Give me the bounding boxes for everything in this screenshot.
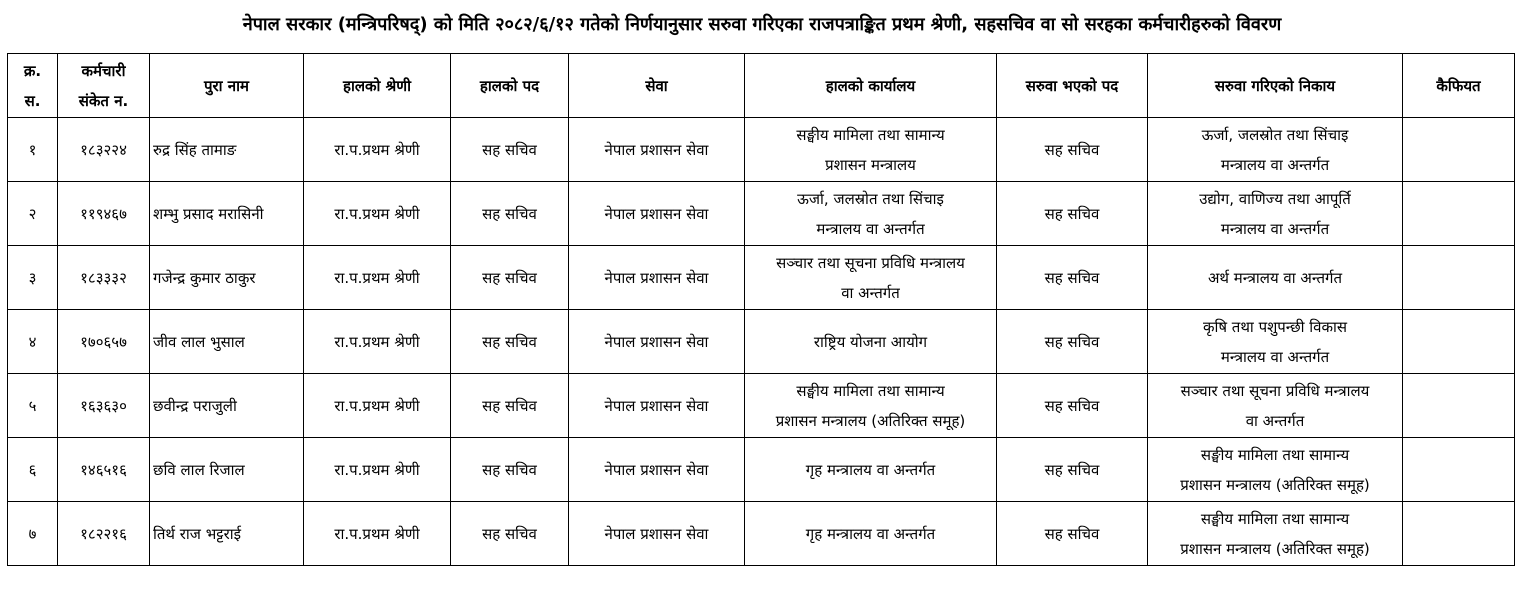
header-sn-line: क्र. (23, 61, 42, 80)
cell-service: नेपाल प्रशासन सेवा (569, 246, 745, 310)
header-sn-line: स. (24, 91, 41, 110)
cell-service: नेपाल प्रशासन सेवा (569, 118, 745, 182)
cell-new-office-line: उद्योग, वाणिज्य तथा आपूर्ति (1199, 189, 1351, 208)
cell-code: ११९४६७ (58, 182, 150, 246)
header-name: पुरा नाम (150, 54, 304, 118)
cell-new-office-line: अर्थ मन्त्रालय वा अन्तर्गत (1207, 268, 1343, 287)
cell-new-post: सह सचिव (997, 118, 1148, 182)
cell-code: १४६५१६ (58, 438, 150, 502)
cell-new-post: सह सचिव (997, 246, 1148, 310)
cell-new-office-line: ऊर्जा, जलस्रोत तथा सिंचाइ (1201, 125, 1349, 144)
cell-office-line: मन्त्रालय वा अन्तर्गत (816, 219, 925, 238)
cell-new-post: सह सचिव (997, 182, 1148, 246)
cell-service: नेपाल प्रशासन सेवा (569, 374, 745, 438)
cell-new-post: सह सचिव (997, 310, 1148, 374)
cell-new-office-line: सङ्घीय मामिला तथा सामान्य (1200, 509, 1350, 528)
cell-post: सह सचिव (451, 118, 569, 182)
cell-remarks (1403, 502, 1515, 566)
cell-new-office (1148, 182, 1403, 246)
cell-remarks (1403, 246, 1515, 310)
cell-new-office-line: कृषि तथा पशुपन्छी विकास (1202, 317, 1348, 336)
cell-remarks (1403, 310, 1515, 374)
cell-sn: १ (8, 118, 58, 182)
cell-sn: ७ (8, 502, 58, 566)
cell-office (745, 310, 997, 374)
cell-grade: रा.प.प्रथम श्रेणी (304, 438, 451, 502)
cell-code: १७०६५७ (58, 310, 150, 374)
cell-sn: ५ (8, 374, 58, 438)
cell-new-office (1148, 502, 1403, 566)
cell-new-post: सह सचिव (997, 374, 1148, 438)
table-row (8, 438, 1515, 502)
cell-service: नेपाल प्रशासन सेवा (569, 310, 745, 374)
cell-post: सह सचिव (451, 374, 569, 438)
header-grade: हालको श्रेणी (304, 54, 451, 118)
header-office: हालको कार्यालय (745, 54, 997, 118)
cell-new-post: सह सचिव (997, 438, 1148, 502)
cell-office (745, 118, 997, 182)
cell-code: १८३२२४ (58, 118, 150, 182)
cell-grade: रा.प.प्रथम श्रेणी (304, 310, 451, 374)
cell-post: सह सचिव (451, 438, 569, 502)
cell-service: नेपाल प्रशासन सेवा (569, 438, 745, 502)
cell-code: १६३६३० (58, 374, 150, 438)
cell-office-line: राष्ट्रिय योजना आयोग (813, 332, 928, 351)
header-remarks: कैफियत (1403, 54, 1515, 118)
cell-name: रुद्र सिंह तामाङ (150, 118, 304, 182)
cell-grade: रा.प.प्रथम श्रेणी (304, 502, 451, 566)
cell-new-office (1148, 246, 1403, 310)
cell-new-office-line: मन्त्रालय वा अन्तर्गत (1220, 155, 1330, 174)
header-sn (8, 54, 58, 118)
table-body (8, 118, 1515, 566)
table-row (8, 182, 1515, 246)
cell-post: सह सचिव (451, 182, 569, 246)
cell-post: सह सचिव (451, 310, 569, 374)
cell-new-office (1148, 374, 1403, 438)
header-code-line: कर्मचारी (81, 61, 126, 80)
cell-office-line: सङ्घीय मामिला तथा सामान्य (796, 381, 945, 400)
cell-office (745, 182, 997, 246)
cell-name: छवीन्द्र पराजुली (150, 374, 304, 438)
cell-service: नेपाल प्रशासन सेवा (569, 182, 745, 246)
cell-code: १८३३३२ (58, 246, 150, 310)
cell-name: शम्भु प्रसाद मरासिनी (150, 182, 304, 246)
header-new-office: सरुवा गरिएको निकाय (1148, 54, 1403, 118)
cell-name: छवि लाल रिजाल (150, 438, 304, 502)
cell-office-line: गृह मन्त्रालय वा अन्तर्गत (805, 524, 936, 543)
header-new-post: सरुवा भएको पद (997, 54, 1148, 118)
cell-office-line: प्रशासन मन्त्रालय (825, 155, 916, 174)
table-row (8, 374, 1515, 438)
cell-code: १८२२१६ (58, 502, 150, 566)
cell-new-office (1148, 438, 1403, 502)
cell-grade: रा.प.प्रथम श्रेणी (304, 374, 451, 438)
cell-new-office-line: मन्त्रालय वा अन्तर्गत (1220, 347, 1330, 366)
header-code-line: संकेत न. (78, 91, 129, 110)
header-code (58, 54, 150, 118)
cell-new-office-line: प्रशासन मन्त्रालय (अतिरिक्त समूह) (1180, 539, 1370, 558)
cell-grade: रा.प.प्रथम श्रेणी (304, 118, 451, 182)
cell-remarks (1403, 182, 1515, 246)
cell-office-line: गृह मन्त्रालय वा अन्तर्गत (805, 460, 936, 479)
cell-new-office-line: मन्त्रालय वा अन्तर्गत (1220, 219, 1330, 238)
cell-new-office-line: वा अन्तर्गत (1245, 411, 1305, 430)
table-row (8, 118, 1515, 182)
cell-remarks (1403, 118, 1515, 182)
cell-new-post: सह सचिव (997, 502, 1148, 566)
cell-post: सह सचिव (451, 246, 569, 310)
cell-new-office-line: प्रशासन मन्त्रालय (अतिरिक्त समूह) (1180, 475, 1370, 494)
cell-office (745, 246, 997, 310)
table-row (8, 502, 1515, 566)
cell-name: गजेन्द्र कुमार ठाकुर (150, 246, 304, 310)
cell-office-line: ऊर्जा, जलस्रोत तथा सिंचाइ (797, 189, 944, 208)
header-post: हालको पद (451, 54, 569, 118)
header-row (8, 54, 1515, 118)
cell-new-office (1148, 118, 1403, 182)
page-title: नेपाल सरकार (मन्त्रिपरिषद्) को मिति २०८२/६/१२ गतेको निर्णयानुसार सरुवा गरिएका राजपत्राङ्कित प्रथम श्रेणी, सहसचिव वा सो सरहका कर्मचारीहरुको विवरण (242, 14, 1282, 35)
cell-sn: ३ (8, 246, 58, 310)
cell-remarks (1403, 438, 1515, 502)
table-row (8, 310, 1515, 374)
cell-new-office (1148, 310, 1403, 374)
cell-service: नेपाल प्रशासन सेवा (569, 502, 745, 566)
cell-office-line: सङ्घीय मामिला तथा सामान्य (796, 125, 945, 144)
cell-grade: रा.प.प्रथम श्रेणी (304, 246, 451, 310)
cell-sn: २ (8, 182, 58, 246)
cell-office-line: सञ्चार तथा सूचना प्रविधि मन्त्रालय (776, 253, 965, 272)
cell-office (745, 438, 997, 502)
cell-office-line: प्रशासन मन्त्रालय (अतिरिक्त समूह) (775, 411, 966, 430)
cell-post: सह सचिव (451, 502, 569, 566)
cell-office-line: वा अन्तर्गत (841, 283, 900, 302)
header-service: सेवा (569, 54, 745, 118)
cell-office (745, 374, 997, 438)
cell-office (745, 502, 997, 566)
cell-remarks (1403, 374, 1515, 438)
cell-name: तिर्थ राज भट्टराई (150, 502, 304, 566)
cell-grade: रा.प.प्रथम श्रेणी (304, 182, 451, 246)
cell-sn: ४ (8, 310, 58, 374)
cell-new-office-line: सञ्चार तथा सूचना प्रविधि मन्त्रालय (1180, 381, 1370, 400)
cell-sn: ६ (8, 438, 58, 502)
transfer-table (7, 53, 1515, 566)
table-row (8, 246, 1515, 310)
cell-new-office-line: सङ्घीय मामिला तथा सामान्य (1200, 445, 1350, 464)
cell-name: जीव लाल भुसाल (150, 310, 304, 374)
